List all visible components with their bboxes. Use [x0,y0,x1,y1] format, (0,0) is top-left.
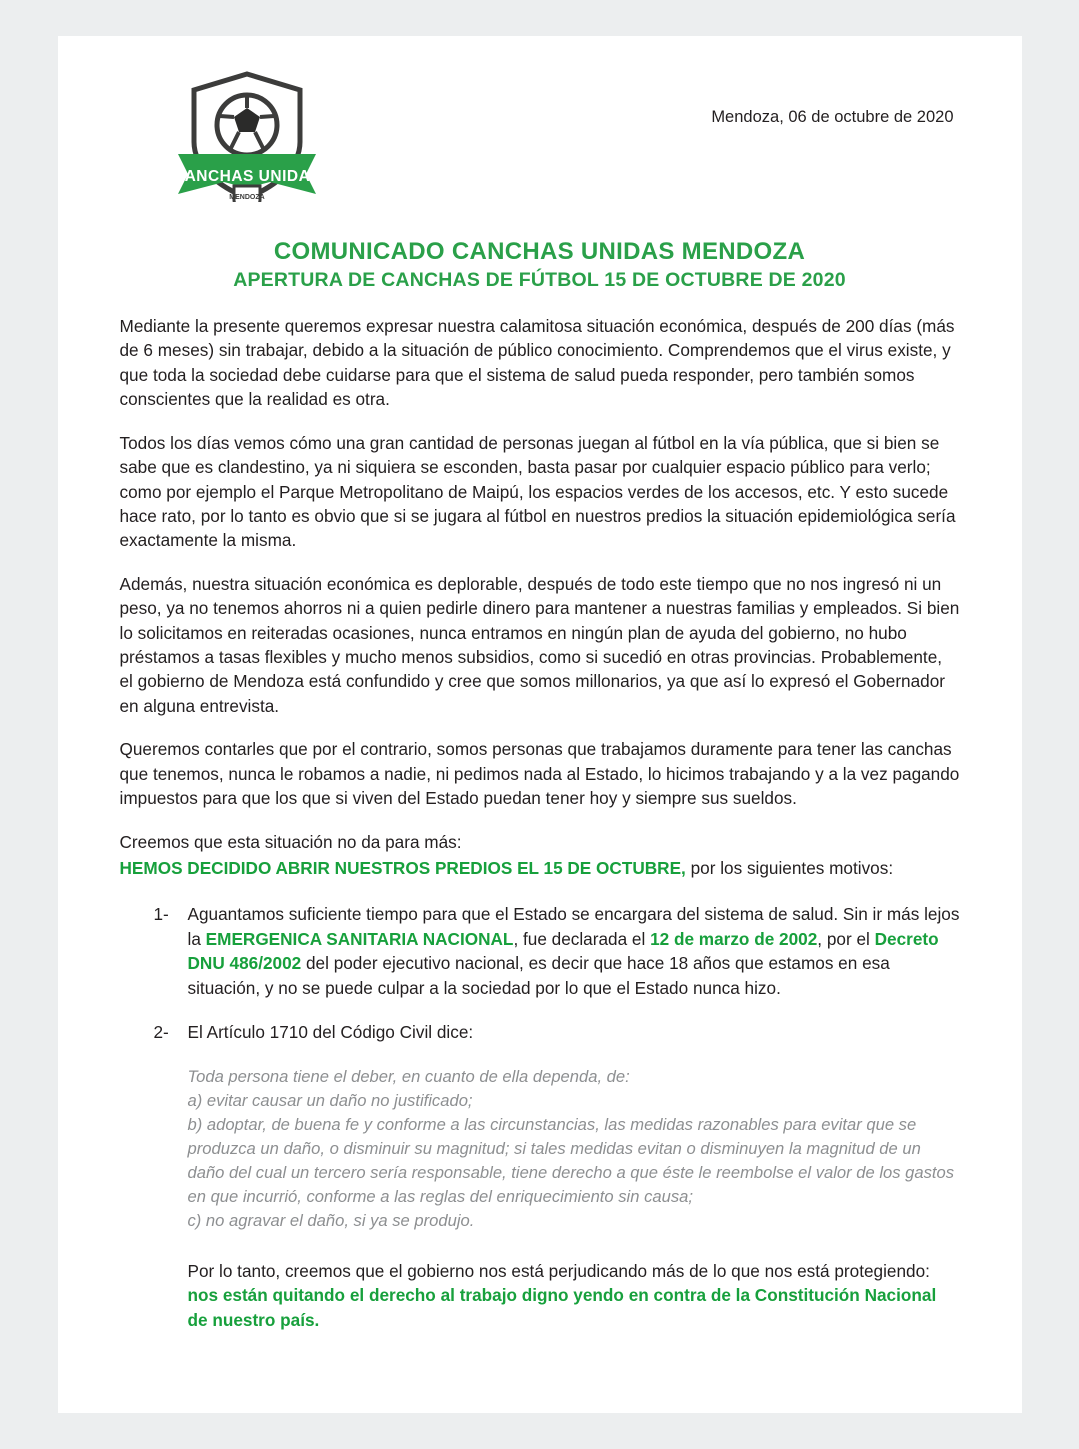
list-item-number: 2- [153,1022,169,1043]
decision-highlight: HEMOS DECIDIDO ABRIR NUESTROS PREDIOS EL 15 DE OCTUBRE, [119,858,686,879]
quote-line: a) evitar causar un daño no justificado; [187,1090,473,1110]
closing-lead: Por lo tanto, creemos que el gobierno nos está perjudicando más de lo que nos está protegiendo: [187,1260,930,1281]
closing-highlight: nos están quitando el derecho al trabajo digno yendo en contra de la Constitución Nacional de nuestro país. [187,1285,937,1330]
decision-lead: Creemos que esta situación no da para más: [119,831,462,852]
list-item [120,1020,960,1044]
document-date: Mendoza, 06 de octubre de 2020 [711,108,954,126]
item1-part1: Aguantamos suficiente tiempo para que el Estado se encargara del sistema de salud. Sin ir más lejos la [187,904,960,949]
item1-part3: , por el [817,928,875,949]
item1-highlight-3: Decreto DNU 486/2002 [187,928,939,974]
quote-line: Toda persona tiene el deber, en cuanto de ella dependa, de: [187,1066,630,1086]
list-item-number: 1- [153,904,169,925]
quote-line: c) no agravar el daño, si ya se produjo. [187,1210,475,1230]
item1-part4: del poder ejecutivo nacional, es decir que hace 18 años que estamos en esa situación, y no se puede culpar a la sociedad por lo que el Estado nunca hizo. [187,953,890,998]
paragraph-1: Mediante la presente queremos expresar nuestra calamitosa situación económica, después de 200 días (más de 6 meses) sin trabajar, debido a la situación de público conocimiento. Comprendemos que el virus existe, y que toda la sociedad debe cuidarse para que el sistema de salud pueda responder, pero también somos conscientes que la realidad es otra. [119,316,955,410]
paragraph-4: Queremos contarles que por el contrario, somos personas que trabajamos duramente para tener las canchas que tenemos, nunca le robamos a nadie, ni pedimos nada al Estado, lo hicimos trabajando y a la vez pagando impuestos para que los que si viven del Estado puedan tener hoy y siempre sus sueldos. [119,739,960,809]
title-subtitle: APERTURA DE CANCHAS DE FÚTBOL 15 DE OCTUBRE DE 2020 [233,269,846,291]
svg-text:MENDOZA: MENDOZA [228,194,265,201]
list-item-text: El Artículo 1710 del Código Civil dice: [187,1022,474,1043]
item1-part2: , fue declarada el [513,928,651,949]
paragraph-2: Todos los días vemos cómo una gran cantidad de personas juegan al fútbol en la vía pública, que si bien se sabe que es clandestino, ya ni siquiera se esconden, basta pasar por cualquier espacio público para verlo; como por ejemplo el Parque Metropolitano de Maipú, los espacios verdes de los accesos, etc. Y esto sucede hace rato, por lo tanto es obvio que si se jugara al fútbol en nuestros predios la situación epidemiológica sería exactamente la misma. [119,432,956,551]
legal-quote [188,1065,960,1233]
decision-statement [120,856,960,880]
paragraph-3: Además, nuestra situación económica es deplorable, después de todo este tiempo que no nos ingresó ni un peso, ya no tenemos ahorros ni a quien pedirle dinero para mantener a nuestras familias y empleados. Si bien lo solicitamos en reiteradas ocasiones, nunca entramos en ningún plan de ayuda del gobierno, no hubo préstamos a tasas flexibles y mucho menos subsidios, como si sucedió en otras provincias. Probablemente, el gobierno de Mendoza está confundido y cree que somos millonarios, ya que así lo expresó el Gobernador en alguna entrevista. [119,573,960,716]
document-sheet [58,36,1022,1413]
item1-highlight-1: EMERGENICA SANITARIA NACIONAL [205,928,514,949]
document-body [120,314,960,1332]
item1-highlight-2: 12 de marzo de 2002 [650,928,818,949]
list-item-text [188,902,960,1000]
decision-tail: por los siguientes motivos: [685,858,894,879]
title-main: COMUNICADO CANCHAS UNIDAS MENDOZA [273,238,806,265]
numbered-list [120,902,960,1044]
closing-paragraph [188,1259,960,1332]
document-header [120,70,960,210]
document-titles [120,238,960,292]
svg-text:CANCHAS UNIDAS: CANCHAS UNIDAS [172,168,321,185]
canchas-unidas-logo [172,70,322,202]
list-item [120,902,960,1000]
quote-line: b) adoptar, de buena fe y conforme a las circunstancias, las medidas razonables para evitar que se produzca un daño, o disminuir su magnitud; si tales medidas evitan o disminuyen la magnitud de un daño del cual un tercero sería responsable, tiene derecho a que éste le reembolse el valor de los gastos en que incurrió, conforme a las reglas del enriquecimiento sin causa; [187,1114,955,1206]
